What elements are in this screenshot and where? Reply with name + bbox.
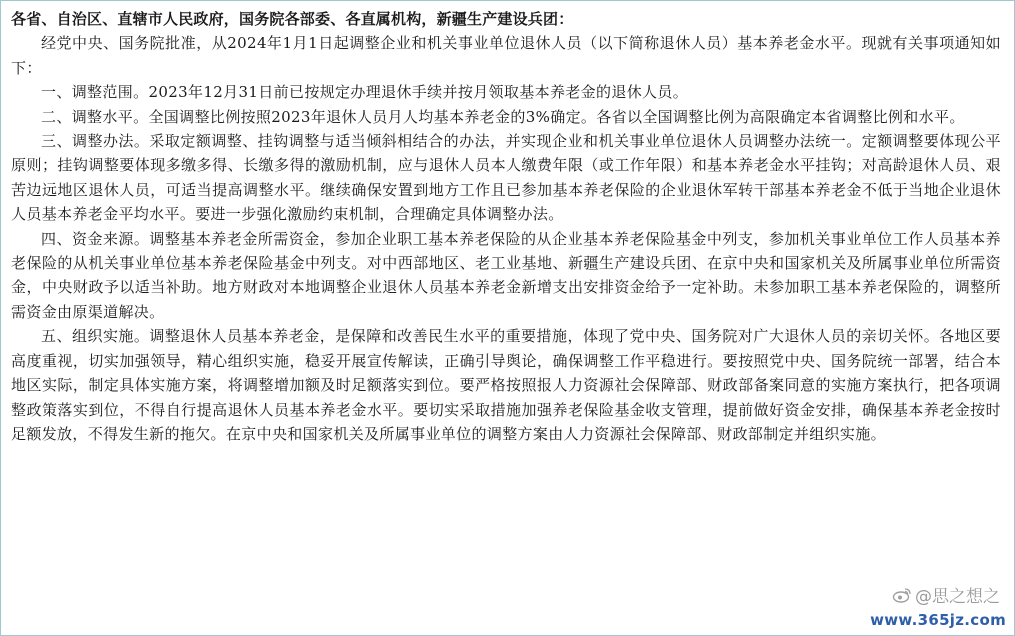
- addressee-line: 各省、自治区、直辖市人民政府，国务院各部委、各直属机构，新疆生产建设兵团：: [11, 10, 574, 28]
- site-watermark: www.365jz.com: [870, 611, 1006, 629]
- watermark-handle: @思之想之: [915, 587, 1000, 607]
- paragraph-level: 二、调整水平。全国调整比例按照2023年退休人员月人均基本养老金的3%确定。各省以全国调整比例为高限确定本省调整比例和水平。: [41, 107, 965, 126]
- notice-document: [11, 7, 1001, 446]
- weibo-icon: [892, 587, 912, 603]
- paragraph-scope: 一、调整范围。2023年12月31日前已按规定办理退休手续并按月领取基本养老金的退休人员。: [41, 83, 689, 102]
- paragraph-funding: 四、资金来源。调整基本养老金所需资金，参加企业职工基本养老保险的从企业基本养老保险基金中列支，参加机关事业单位工作人员基本养老保险的从机关事业单位基本养老保险基金中列支。对中西部地区、老工业基地、新疆生产建设兵团、在京中央和国家机关及所属事业单位所需资金，中央财政予以适当补助。地方财政对本地调整企业退休人员基本养老金新增支出安排资金给予一定补助。未参加职工基本养老保险的，调整所需资金由原渠道解决。: [11, 229, 1001, 321]
- author-watermark: [892, 582, 1000, 607]
- paragraph-intro: 经党中央、国务院批准，从2024年1月1日起调整企业和机关事业单位退休人员（以下简称退休人员）基本养老金水平。现就有关事项通知如下：: [11, 34, 1001, 77]
- paragraph-implementation: 五、组织实施。调整退休人员基本养老金，是保障和改善民生水平的重要措施，体现了党中央、国务院对广大退休人员的亲切关怀。各地区要高度重视，切实加强领导，精心组织实施，稳妥开展宣传解读，正确引导舆论，确保调整工作平稳进行。要按照党中央、国务院统一部署，结合本地区实际，制定具体实施方案，将调整增加额及时足额落实到位。要严格按照报人力资源社会保障部、财政部备案同意的实施方案执行，把各项调整政策落实到位，不得自行提高退休人员基本养老金水平。要切实采取措施加强养老保险基金收支管理，提前做好资金安排，确保基本养老金按时足额发放，不得发生新的拖欠。在京中央和国家机关及所属事业单位的调整方案由人力资源社会保障部、财政部制定并组织实施。: [11, 327, 1001, 443]
- paragraph-method: 三、调整办法。采取定额调整、挂钩调整与适当倾斜相结合的办法，并实现企业和机关事业单位退休人员调整办法统一。定额调整要体现公平原则；挂钩调整要体现多缴多得、长缴多得的激励机制，应与退休人员本人缴费年限（或工作年限）和基本养老金水平挂钩；对高龄退休人员、艰苦边远地区退休人员，可适当提高调整水平。继续确保安置到地方工作且已参加基本养老保险的企业退休军转干部基本养老金不低于当地企业退休人员基本养老金平均水平。要进一步强化激励约束机制，合理确定具体调整办法。: [11, 132, 1001, 224]
